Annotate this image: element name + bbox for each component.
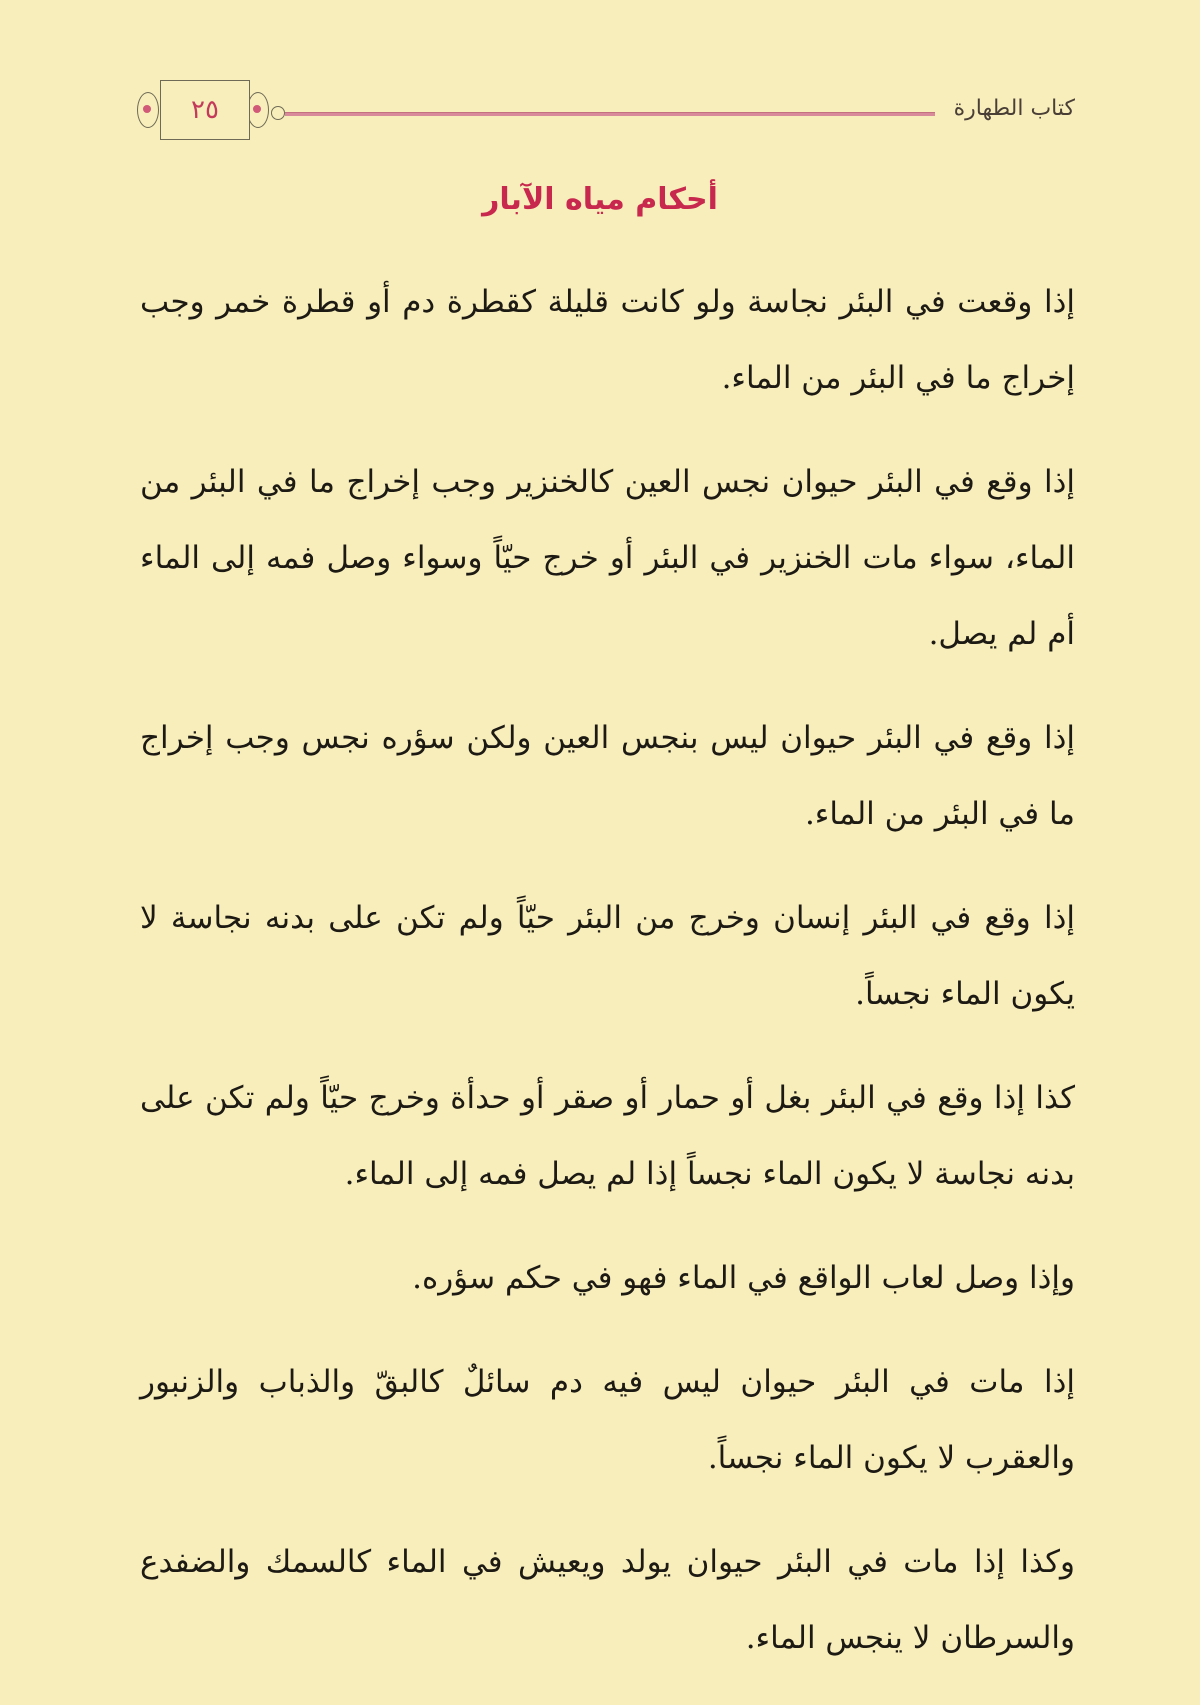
paragraph: وإذا وصل لعاب الواقع في الماء فهو في حكم سؤره. <box>412 1260 1075 1296</box>
paragraph: إذا وقع في البئر حيوان ليس بنجس العين ولكن سؤره نجس وجب إخراج ما في البئر من الماء. <box>140 720 1075 832</box>
page-number: ٢٥ <box>160 80 250 140</box>
ornament-left <box>137 92 159 128</box>
paragraph: إذا وقع في البئر إنسان وخرج من البئر حيّاً ولم تكن على بدنه نجاسة لا يكون الماء نجساً. <box>140 900 1075 1012</box>
ornament-ring <box>271 106 285 120</box>
paragraph: إذا وقعت في البئر نجاسة ولو كانت قليلة كقطرة دم أو قطرة خمر وجب إخراج ما في البئر من الماء. <box>140 284 1075 396</box>
page-header <box>145 88 1075 138</box>
header-rule <box>285 112 935 116</box>
paragraph: كذا إذا وقع في البئر بغل أو حمار أو صقر أو حدأة وخرج حيّاً ولم تكن على بدنه نجاسة لا يكون الماء نجساً إذا لم يصل فمه إلى الماء. <box>140 1080 1075 1192</box>
section-heading: أحكام مياه الآبار <box>482 182 718 217</box>
running-title: كتاب الطهارة <box>953 96 1075 121</box>
paragraph: وكذا إذا مات في البئر حيوان يولد ويعيش في الماء كالسمك والضفدع والسرطان لا ينجس الماء. <box>140 1544 1075 1656</box>
body-text <box>140 264 1075 1704</box>
paragraph: إذا مات في البئر حيوان ليس فيه دم سائلٌ كالبقّ والذباب والزنبور والعقرب لا يكون الماء نجساً. <box>140 1364 1076 1476</box>
paragraph: إذا وقع في البئر حيوان نجس العين كالخنزير وجب إخراج ما في البئر من الماء، سواء مات الخنزير في البئر أو خرج حيّاً وسواء وصل فمه إلى الماء أم لم يصل. <box>140 464 1075 652</box>
ornament-right <box>247 92 269 128</box>
